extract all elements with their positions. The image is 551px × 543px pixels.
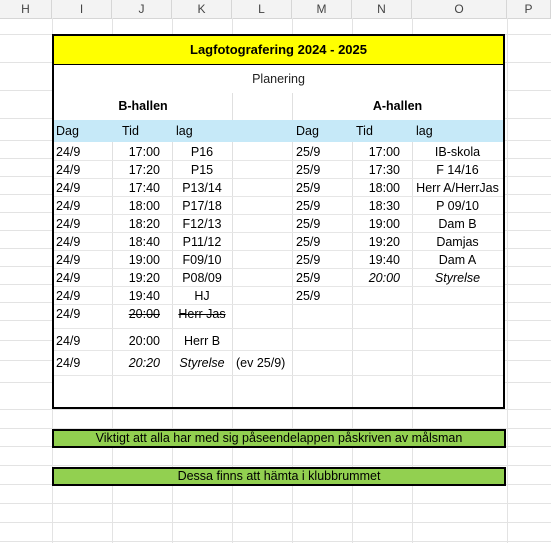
column-header-i[interactable]: I (52, 0, 112, 18)
table-header-row (54, 120, 503, 142)
reminder-banner[interactable]: Viktigt att alla har med sig påseendelappen påskriven av målsman (52, 429, 506, 448)
column-header-p[interactable]: P (507, 0, 551, 18)
a-cell-lag[interactable]: Dam A (438, 253, 477, 267)
b-cell-tid[interactable]: 17:40 (128, 181, 160, 195)
b-cell-dag[interactable]: 24/9 (56, 199, 81, 213)
b-cell-lag[interactable]: P08/09 (182, 271, 222, 285)
column-header-bar (0, 0, 551, 19)
a-cell-lag[interactable]: Styrelse (434, 271, 481, 285)
a-cell-dag[interactable]: 25/9 (296, 271, 321, 285)
b-cell-tid[interactable]: 19:20 (128, 271, 160, 285)
b-cell-tid[interactable]: 18:00 (128, 199, 160, 213)
b-cell-tid[interactable]: 18:20 (128, 217, 160, 231)
a-cell-lag[interactable]: Dam B (438, 217, 477, 231)
a-header-dag[interactable]: Dag (296, 124, 319, 138)
a-cell-tid[interactable]: 19:20 (368, 235, 400, 249)
schedule-box (52, 34, 505, 409)
a-header-tid[interactable]: Tid (356, 124, 373, 138)
a-cell-tid[interactable]: 19:00 (368, 217, 400, 231)
b-cell-tid[interactable]: 20:20 (128, 356, 160, 370)
b-hall-heading[interactable]: B-hallen (118, 99, 168, 113)
a-hall-heading[interactable]: A-hallen (372, 99, 423, 113)
b-cell-lag[interactable]: P17/18 (182, 199, 222, 213)
b-header-tid[interactable]: Tid (122, 124, 139, 138)
b-cell-dag[interactable]: 24/9 (56, 163, 81, 177)
a-cell-dag[interactable]: 25/9 (296, 217, 321, 231)
column-header-o[interactable]: O (412, 0, 507, 18)
a-cell-tid[interactable]: 20:00 (368, 271, 400, 285)
b-cell-dag[interactable]: 24/9 (56, 271, 81, 285)
b-cell-lag[interactable]: HJ (194, 289, 210, 303)
b-header-dag[interactable]: Dag (56, 124, 79, 138)
b-cell-note[interactable]: (ev 25/9) (236, 356, 286, 370)
sheet-title[interactable]: Lagfotografering 2024 - 2025 (54, 36, 503, 65)
a-cell-lag[interactable]: Damjas (436, 235, 479, 249)
b-cell-tid[interactable]: 20:00 (128, 307, 160, 321)
b-cell-dag[interactable]: 24/9 (56, 145, 81, 159)
a-cell-dag[interactable]: 25/9 (296, 181, 321, 195)
b-cell-dag[interactable]: 24/9 (56, 334, 81, 348)
column-header-h[interactable]: H (0, 0, 52, 18)
a-cell-lag[interactable]: Herr A/HerrJas (416, 181, 499, 195)
column-header-k[interactable]: K (172, 0, 232, 18)
b-cell-dag[interactable]: 24/9 (56, 181, 81, 195)
column-header-m[interactable]: M (292, 0, 352, 18)
b-cell-lag[interactable]: P11/12 (182, 235, 222, 249)
b-cell-tid[interactable]: 18:40 (128, 235, 160, 249)
b-cell-lag[interactable]: Styrelse (179, 356, 225, 370)
b-cell-dag[interactable]: 24/9 (56, 307, 81, 321)
a-cell-lag[interactable]: F 14/16 (436, 163, 479, 177)
b-cell-tid[interactable]: 19:40 (128, 289, 160, 303)
a-cell-dag[interactable]: 25/9 (296, 145, 321, 159)
b-cell-tid[interactable]: 17:20 (128, 163, 160, 177)
a-header-lag[interactable]: lag (416, 124, 433, 138)
b-cell-dag[interactable]: 24/9 (56, 356, 81, 370)
b-cell-dag[interactable]: 24/9 (56, 235, 81, 249)
a-cell-dag[interactable]: 25/9 (296, 163, 321, 177)
b-cell-lag[interactable]: F12/13 (182, 217, 222, 231)
column-header-n[interactable]: N (352, 0, 412, 18)
b-cell-tid[interactable]: 20:00 (128, 334, 160, 348)
b-cell-dag[interactable]: 24/9 (56, 217, 81, 231)
sheet-subtitle[interactable]: Planering (252, 72, 305, 86)
a-cell-lag[interactable]: P 09/10 (436, 199, 479, 213)
a-cell-tid[interactable]: 17:00 (368, 145, 400, 159)
a-cell-lag[interactable]: IB-skola (434, 145, 481, 159)
column-header-j[interactable]: J (112, 0, 172, 18)
a-cell-dag[interactable]: 25/9 (296, 199, 321, 213)
a-cell-tid[interactable]: 17:30 (368, 163, 400, 177)
b-cell-lag[interactable]: P13/14 (182, 181, 222, 195)
b-cell-tid[interactable]: 17:00 (128, 145, 160, 159)
a-cell-dag[interactable]: 25/9 (296, 235, 321, 249)
b-cell-tid[interactable]: 19:00 (128, 253, 160, 267)
a-cell-tid[interactable]: 18:00 (368, 181, 400, 195)
pickup-banner[interactable]: Dessa finns att hämta i klubbrummet (52, 467, 506, 486)
b-cell-lag[interactable]: Herr Jas (178, 307, 226, 321)
a-cell-tid[interactable]: 18:30 (368, 199, 400, 213)
b-cell-lag[interactable]: P15 (190, 163, 214, 177)
b-cell-lag[interactable]: P16 (190, 145, 214, 159)
b-header-lag[interactable]: lag (176, 124, 193, 138)
a-cell-tid[interactable]: 19:40 (368, 253, 400, 267)
a-cell-dag[interactable]: 25/9 (296, 253, 321, 267)
column-header-l[interactable]: L (232, 0, 292, 18)
b-cell-lag[interactable]: F09/10 (182, 253, 222, 267)
a-cell-dag[interactable]: 25/9 (296, 289, 321, 303)
b-cell-lag[interactable]: Herr B (183, 334, 221, 348)
b-cell-dag[interactable]: 24/9 (56, 289, 81, 303)
b-cell-dag[interactable]: 24/9 (56, 253, 81, 267)
